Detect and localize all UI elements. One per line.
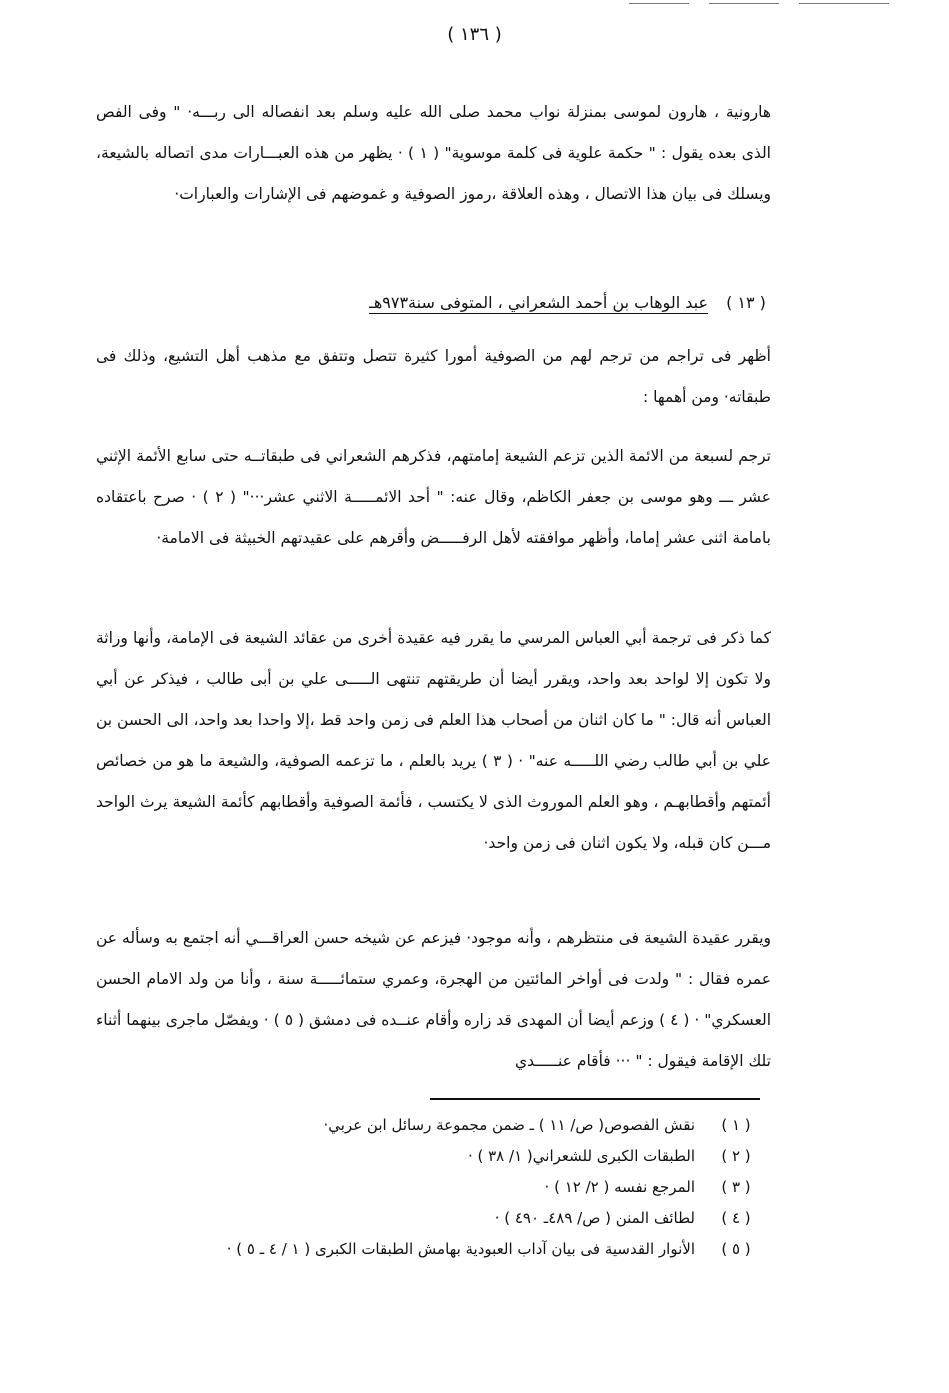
footnote-item [150,1172,765,1203]
section-number: ( ١٣ ) [726,293,766,312]
footnote-item [150,1110,765,1141]
footnote-separator [430,1098,760,1100]
footnote-text: الطبقات الكبرى للشعراني( ١/ ٣٨ ) · [467,1147,695,1165]
footnote-number: ( ٤ ) [721,1209,751,1227]
footnote-number: ( ١ ) [721,1116,751,1134]
section-title: عبد الوهاب بن أحمد الشعراني ، المتوفى سنة٩٧٣هـ [369,293,708,312]
page-number: ( ١٣٦ ) [447,24,502,45]
paragraph-3: ترجم لسبعة من الائمة الذين تزعم الشيعة إمامتهم، فذكرهم الشعراني فى طبقاتــه حتى سابع الأئمة الإثني عشر ـــ وهو موسى بن جعفر الكاظم، وقال عنه: " أحد الائمـــــة الاثني عشر···" ( ٢ ) · صرح باعتقاده بامامة اثنى عشر إماما، وأظهر موافقته لأهل الرفـــــض وأقرهم على عقيدتهم الخبيثة فى الامامة· [96,447,772,547]
footnote-text: نقش الفصوص( ص/ ١١ ) ـ ضمن مجموعة رسائل ابن عربي· [323,1116,695,1134]
footnote-item [150,1234,765,1265]
footnote-text: الأنوار القدسية فى بيان آداب العبودية بهامش الطبقات الكبرى ( ١ / ٤ ـ ٥ ) · [226,1240,695,1258]
paragraph-4: كما ذكر فى ترجمة أبي العباس المرسي ما يقرر فيه عقيدة أخرى من عقائد الشيعة فى الإمامة، وأنها وراثة ولا تكون إلا لواحد بعد واحد، ويقرر أيضا أن طريقتهم تنتهى الـــــى علي بن أبى طالب ، فيذكر عن أبي العباس أنه قال: " ما كان اثنان من أصحاب هذا العلم فى زمن واحد قط ،إلا واحدا بعد واحد، الى الحسن بن علي بن أبي طالب رضي اللـــــه عنه" · ( ٣ ) يريد بالعلم ، ما تزعمه الصوفية، والشيعة ما هو من خصائص أئمتهم وأقطابهـم ، وهو العلم الموروث الذى لا يكتسب ، فأئمة الصوفية وأقطابهم كأئمة الشيعة يرث الواحد مـــن كان قبله، ولا يكون اثنان فى زمن واحد· [95,629,771,852]
footnote-number: ( ٥ ) [721,1240,751,1258]
section-heading [300,288,708,318]
footnote-item [150,1203,765,1234]
footnote-number: ( ٢ ) [721,1147,751,1165]
footnote-number: ( ٣ ) [721,1178,751,1196]
footnote-text: المرجع نفسه ( ٢/ ١٢ ) · [544,1178,695,1196]
paragraph-2: أظهر فى تراجم من ترجم لهم من الصوفية أمورا كثيرة تتصل وتتفق مع مذهب أهل التشيع، وذلك فى طبقاته· ومن أهمها : [96,347,771,406]
footnotes [150,1110,765,1265]
scan-edge-marks [629,0,889,10]
footnote-item [150,1141,765,1172]
footnote-text: لطائف المنن ( ص/ ٤٨٩ـ ٤٩٠ ) · [494,1209,695,1227]
paragraph-5: ويقرر عقيدة الشيعة فى منتظرهم ، وأنه موجود· فيزعم عن شيخه حسن العراقـــي أنه اجتمع به وسأله عن عمره فقال : " ولدت فى أواخر المائتين من الهجرة، وعمري ستمائـــــة سنة ، وأنا من ولد الامام الحسن العسكري" · ( ٤ ) وزعم أيضا أن المهدى قد زاره وأقام عنــده فى دمشق ( ٥ ) · ويفصّل ماجرى بينهما أثناء تلك الإقامة فيقول : " ··· فأقام عنـــــدي [96,929,771,1070]
paragraph-1: هارونية ، هارون لموسى بمنزلة نواب محمد صلى الله عليه وسلم بعد انفصاله الى ربـــه· " وفى الفص الذى بعده يقول : " حكمة علوية فى كلمة موسوية" ( ١ ) · يظهر من هذه العبـــارات مدى اتصاله بالشيعة، ويسلك فى بيان هذا الاتصال ، وهذه العلاقة ،رموز الصوفية و غموضهم فى الإشارات والعبارات· [96,103,771,203]
